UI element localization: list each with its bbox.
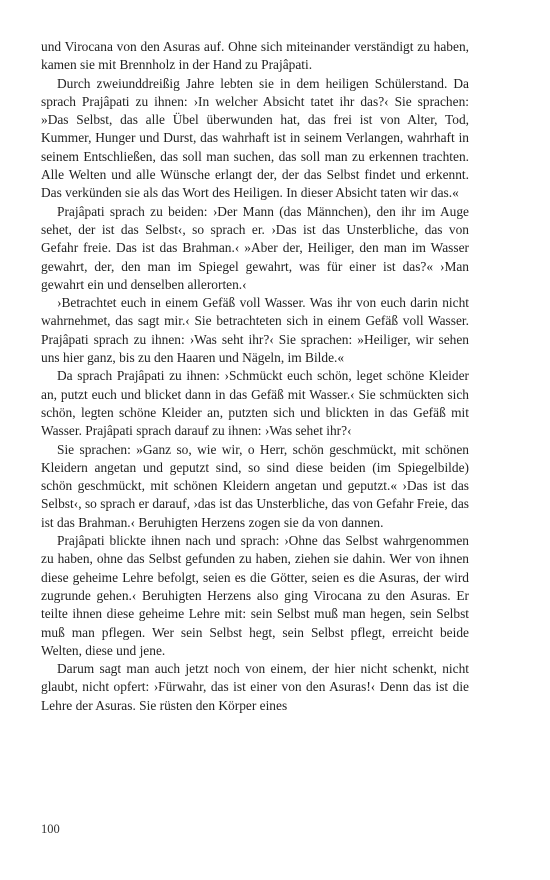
paragraph: Da sprach Prajâpati zu ihnen: ›Schmückt euch schön, leget schöne Kleider an, putzt euch und blicket dann in das Gefäß mit Wasser.‹ Sie schmückten sich schön, legten schöne Kleider an, putzten sich und blickten in das Gefäß mit Wasser. Prajâpati sprach darauf zu ihnen: ›Was sehet ihr?‹: [41, 368, 469, 439]
paragraph-continuation: und Virocana von den Asuras auf. Ohne sich miteinander verständigt zu haben, kamen sie mit Brennholz in der Hand zu Prajâpati.: [41, 39, 469, 73]
paragraph: ›Betrachtet euch in einem Gefäß voll Wasser. Was ihr von euch darin nicht wahrnehmet, das sagt mir.‹ Sie betrachteten sich in einem Gefäß voll Wasser. Prajâpati sprach zu ihnen: ›Was seht ihr?‹ Sie sprachen: »Heiliger, wir sehen uns hier ganz, bis zu den Haaren und Nägeln, im Bilde.«: [41, 295, 469, 366]
paragraph: Darum sagt man auch jetzt noch von einem, der hier nicht schenkt, nicht glaubt, nicht opfert: ›Fürwahr, das ist einer von den Asuras!‹ Denn das ist die Lehre der Asuras. Sie rüsten den Körper eines: [41, 661, 469, 713]
page-number: 100: [41, 822, 60, 836]
page-body: [41, 38, 469, 715]
paragraph: Prajâpati sprach zu beiden: ›Der Mann (das Männchen), den ihr im Auge sehet, der ist das Selbst‹, so sprach er. ›Das ist das Unsterbliche, das von Gefahr freie. Das ist das Brahman.‹ »Aber der, Heiliger, den man im Wasser gewahrt, der, den man im Spiegel gewahrt, was für einer ist das?« ›Man gewahrt ein und denselben allerorten.‹: [41, 203, 469, 292]
paragraph: Durch zweiunddreißig Jahre lebten sie in dem heiligen Schülerstand. Da sprach Prajâpati zu ihnen: ›In welcher Absicht tatet ihr das?‹ Sie sprachen: »Das Selbst, das alle Übel überwunden hat, das frei ist von Alter, Tod, Kummer, Hunger und Durst, das wahrhaft ist in seinem Verlangen, wahrhaft in seinem Entschließen, das soll man suchen, das soll man zu erkennen trachten. Alle Welten und alle Wünsche erlangt der, der das Selbst findet und erkennt. Das verkünden sie als das Wort des Heiligen. In dieser Absicht taten wir das.«: [41, 75, 469, 201]
paragraph: Prajâpati blickte ihnen nach und sprach: ›Ohne das Selbst wahrgenommen zu haben, ohne das Selbst gefunden zu haben, ziehen sie dahin. Wer von ihnen diese geheime Lehre befolgt, seien es die Götter, seien es die Asuras, der wird zugrunde gehen.‹ Beruhigten Herzens also ging Virocana zu den Asuras. Er teilte ihnen diese geheime Lehre mit: sein Selbst muß man hegen, sein Selbst muß man pflegen. Wer sein Selbst hegt, sein Selbst pflegt, erreicht beide Welten, diese und jene.: [41, 533, 469, 658]
paragraph: Sie sprachen: »Ganz so, wie wir, o Herr, schön geschmückt, mit schönen Kleidern angetan und geputzt sind, so sind diese beiden (im Spiegelbilde) schön geschmückt, mit schönen Kleidern angetan und geputzt.« ›Das ist das Selbst‹, so sprach er darauf, ›das ist das Unsterbliche, das von Gefahr Freie, das ist das Brahman.‹ Beruhigten Herzens zogen sie da von dannen.: [41, 441, 469, 530]
